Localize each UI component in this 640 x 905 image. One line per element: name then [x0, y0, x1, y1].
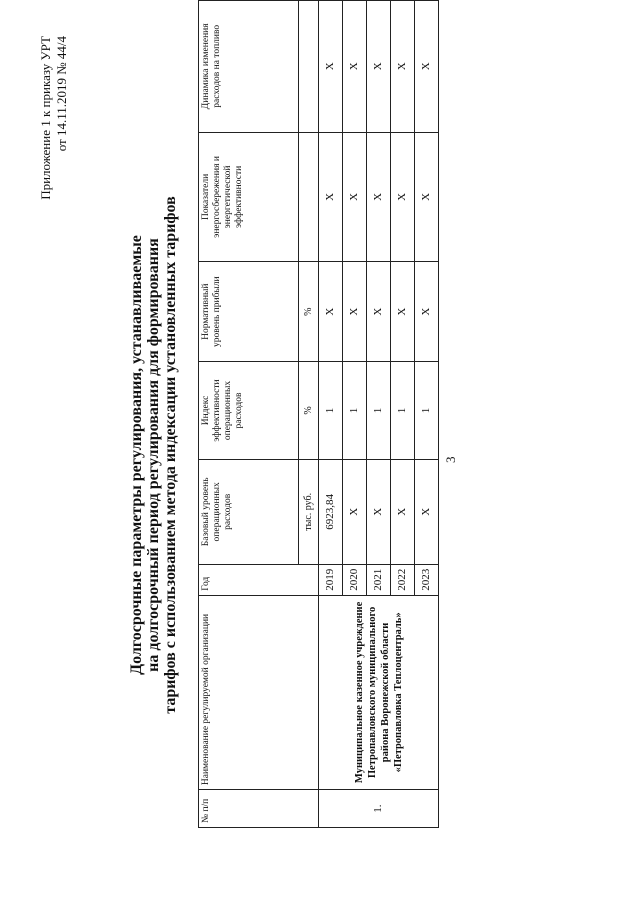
header-index: Индекс эффективности операционных расходов: [199, 362, 299, 460]
header-profit: Нормативный уровень прибыли: [199, 262, 299, 362]
cell-base: X: [415, 459, 439, 564]
cell-profit: X: [367, 262, 391, 362]
appendix-line-2: от 14.11.2019 № 44/4: [54, 36, 69, 152]
unit-index: %: [299, 362, 319, 460]
cell-energy: X: [319, 132, 343, 262]
cell-fuel: X: [415, 1, 439, 133]
title-line-3: тарифов с использованием метода индексации установленных тарифов: [162, 196, 179, 714]
cell-index: 1: [415, 362, 439, 460]
title-line-1: Долгосрочные параметры регулирования, устанавливаемые: [128, 235, 145, 675]
cell-energy: X: [391, 132, 415, 262]
cell-profit: X: [415, 262, 439, 362]
cell-index: 1: [367, 362, 391, 460]
cell-base: X: [367, 459, 391, 564]
title-line-2: на долгосрочный период регулирования для формирования: [145, 238, 162, 672]
organization-name: Муниципальное казенное учреждение Петропавловского муниципального района Воронежской области «Петропавловка Теплоцентраль»: [319, 595, 439, 789]
parameters-table: [198, 0, 439, 828]
cell-fuel: X: [319, 1, 343, 133]
cell-year: 2019: [319, 564, 343, 595]
document-title: [128, 75, 179, 835]
cell-year: 2023: [415, 564, 439, 595]
row-number: 1.: [319, 790, 439, 828]
cell-energy: X: [367, 132, 391, 262]
page-number: 3: [443, 456, 458, 463]
cell-profit: X: [391, 262, 415, 362]
cell-profit: X: [343, 262, 367, 362]
unit-profit: %: [299, 262, 319, 362]
cell-energy: X: [415, 132, 439, 262]
cell-index: 1: [391, 362, 415, 460]
cell-year: 2020: [343, 564, 367, 595]
unit-fuel: [299, 1, 319, 133]
cell-base: X: [343, 459, 367, 564]
header-year: Год: [199, 564, 319, 595]
cell-year: 2022: [391, 564, 415, 595]
header-fuel: Динамика изменения расходов на топливо: [199, 1, 299, 133]
cell-fuel: X: [367, 1, 391, 133]
cell-fuel: X: [391, 1, 415, 133]
cell-energy: X: [343, 132, 367, 262]
header-base: Базовый уровень операционных расходов: [199, 459, 299, 564]
header-num: № п/п: [199, 790, 319, 828]
appendix-line-1: Приложение 1 к приказу УРТ: [38, 36, 53, 200]
cell-index: 1: [319, 362, 343, 460]
header-energy: Показатели энергосбережения и энергетической эффективности: [199, 132, 299, 262]
cell-fuel: X: [343, 1, 367, 133]
table-row: [319, 1, 343, 828]
cell-base: X: [391, 459, 415, 564]
appendix-note: [38, 36, 70, 200]
cell-profit: X: [319, 262, 343, 362]
cell-year: 2021: [367, 564, 391, 595]
header-org: Наименование регулируемой организации: [199, 595, 319, 789]
unit-base: тыс. руб.: [299, 459, 319, 564]
table-header-row: [199, 1, 299, 828]
unit-energy: [299, 132, 319, 262]
cell-index: 1: [343, 362, 367, 460]
cell-base: 6923,84: [319, 459, 343, 564]
